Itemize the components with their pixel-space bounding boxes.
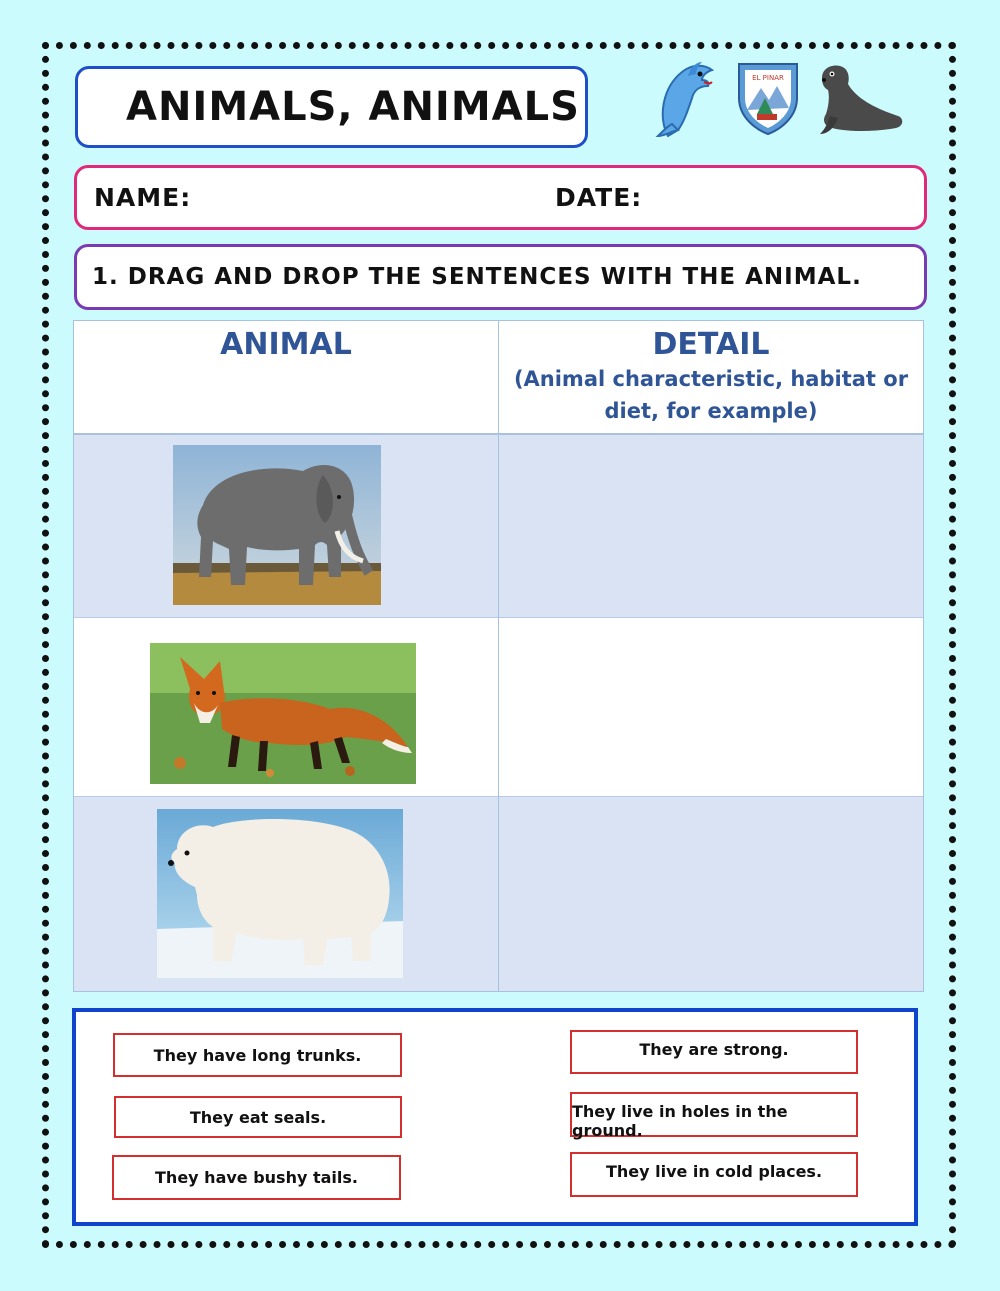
detail-column-header: DETAIL: [652, 327, 770, 362]
fox-image: [150, 643, 416, 784]
detail-subheader-line2: diet, for example): [604, 399, 818, 423]
sentence-bank: [72, 1008, 918, 1226]
detail-header-cell: [499, 321, 923, 433]
sentence-card[interactable]: They live in holes in the ground.: [570, 1092, 858, 1137]
elephant-image: [173, 445, 381, 605]
column-divider: [498, 321, 499, 991]
sentence-card[interactable]: They eat seals.: [114, 1096, 402, 1138]
drop-zone-fox[interactable]: [499, 618, 923, 796]
sentence-card[interactable]: They have bushy tails.: [112, 1155, 401, 1200]
page-title: ANIMALS, ANIMALS: [126, 84, 580, 130]
drop-zone-elephant[interactable]: [499, 435, 923, 617]
sentence-card[interactable]: They live in cold places.: [570, 1152, 858, 1197]
sentence-card[interactable]: They are strong.: [570, 1030, 858, 1074]
instruction-text: 1. DRAG AND DROP THE SENTENCES WITH THE ANIMAL.: [92, 264, 862, 290]
school-badge-text: EL PINAR: [752, 74, 784, 82]
instruction-bar: [74, 244, 927, 310]
title-box: [75, 66, 588, 148]
polar-bear-image: [157, 809, 403, 978]
sentence-card[interactable]: They have long trunks.: [113, 1033, 402, 1077]
animal-header-cell: [74, 321, 498, 433]
detail-subheader-line1: (Animal characteristic, habitat or: [513, 367, 909, 391]
name-label: NAME:: [94, 183, 192, 212]
matching-table: [73, 320, 924, 992]
date-label: DATE:: [555, 183, 643, 212]
animal-column-header: ANIMAL: [220, 327, 352, 362]
seal-icon: [808, 58, 908, 138]
name-date-bar: [74, 165, 927, 230]
drop-zone-polar-bear[interactable]: [499, 797, 923, 991]
school-badge-icon: [735, 58, 801, 136]
dolphin-icon: [648, 58, 718, 138]
